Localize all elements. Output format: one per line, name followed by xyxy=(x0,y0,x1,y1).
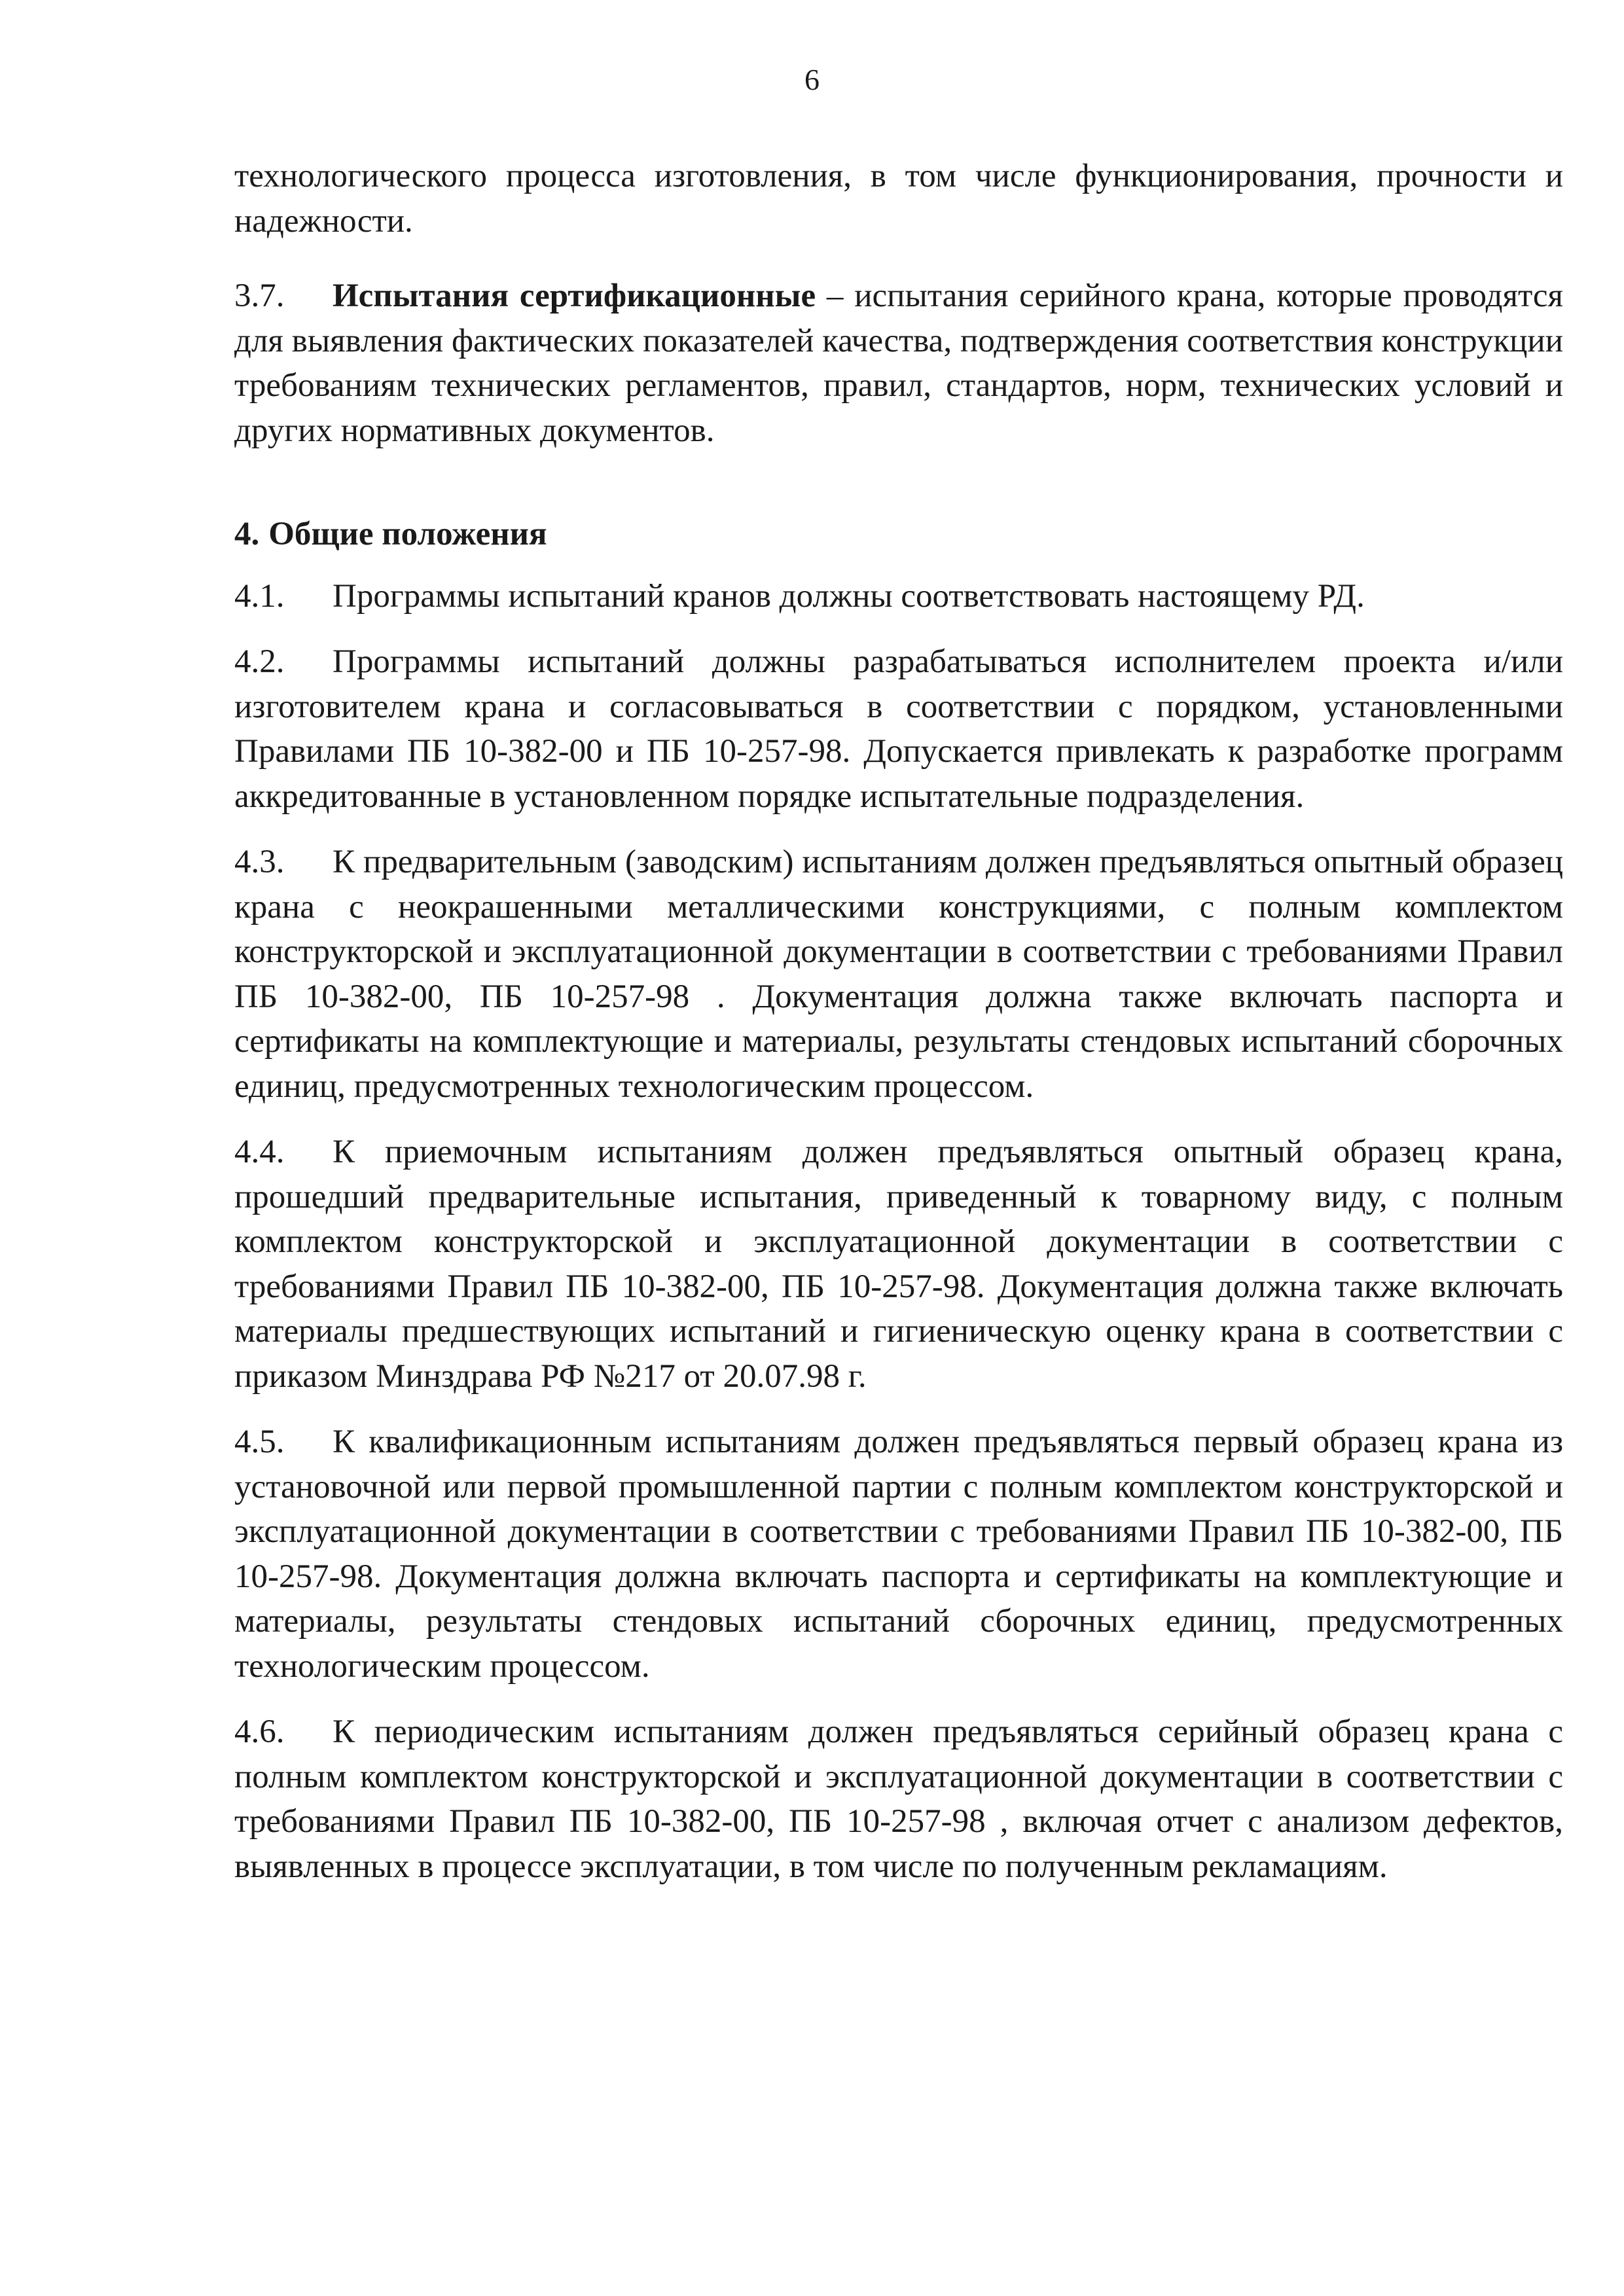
defined-term: Испытания сертификационные xyxy=(333,278,816,314)
clause-text: Программы испытаний должны разрабатываться исполнителем проекта и/или изготовителем крана и согласовываться в соответствии с порядком, установленными Правилами ПБ 10-382-00 и ПБ 10-257-98. Допускается привлекать к разработке программ аккредитованные в установленном порядке испытательные подразделения. xyxy=(234,643,1563,815)
clause-number: 4.4. xyxy=(234,1134,285,1170)
clause-4-3 xyxy=(234,840,1563,1109)
clause-number: 4.5. xyxy=(234,1424,285,1460)
clause-4-2 xyxy=(234,639,1563,819)
clause-text: Программы испытаний кранов должны соответствовать настоящему РД. xyxy=(333,577,1365,615)
clause-3-7 xyxy=(234,274,1563,453)
clause-number: 3.7. xyxy=(234,278,285,314)
clause-4-6 xyxy=(234,1710,1563,1889)
clause-number: 4.1. xyxy=(234,577,285,615)
clause-text: К предварительным (заводским) испытаниям должен предъявляться опытный образец крана с неокрашенными металлическими конструкциями, с полным комплектом конструкторской и эксплуатационной документации в соответствии с требованиями Правил ПБ 10-382-00, ПБ 10-257-98 . Документация должна также включать паспорта и сертификаты на комплектующие и материалы, результаты стендовых испытаний сборочных единиц, предусмотренных технологическим процессом. xyxy=(234,844,1563,1105)
section-heading xyxy=(234,512,1563,557)
section-heading-title: Общие положения xyxy=(268,516,547,552)
continuation-text: технологического процесса изготовления, в том числе функционирования, прочности и надежности. xyxy=(234,158,1563,240)
clause-number: 4.2. xyxy=(234,643,285,680)
clause-number: 4.3. xyxy=(234,844,285,880)
clause-text: – испытания серийного крана, которые проводятся для выявления фактических показателей качества, подтверждения соответствия конструкции требованиям технических регламентов, правил, стандартов, норм, технических условий и других нормативных документов. xyxy=(234,278,1563,449)
clause-number: 4.6. xyxy=(234,1713,285,1750)
clause-4-4 xyxy=(234,1130,1563,1399)
page-body xyxy=(234,154,1563,1889)
clause-text: К приемочным испытаниям должен предъявляться опытный образец крана, прошедший предварительные испытания, приведенный к товарному виду, с полным комплектом конструкторской и эксплуатационной документации в соответствии с требованиями Правил ПБ 10-382-00, ПБ 10-257-98. Документация должна также включать материалы предшествующих испытаний и гигиеническую оценку крана в соответствии с приказом Минздрава РФ №217 от 20.07.98 г. xyxy=(234,1134,1563,1395)
section-heading-number: 4. xyxy=(234,516,260,552)
clause-text: К квалификационным испытаниям должен предъявляться первый образец крана из установочной или первой промышленной партии с полным комплектом конструкторской и эксплуатационной документации в соответствии с требованиями Правил ПБ 10-382-00, ПБ 10-257-98. Документация должна включать паспорта и сертификаты на комплектующие и материалы, результаты стендовых испытаний сборочных единиц, предусмотренных технологическим процессом. xyxy=(234,1424,1563,1685)
page-number: 6 xyxy=(804,63,820,96)
clause-4-5 xyxy=(234,1420,1563,1689)
clause-4-1 xyxy=(234,574,1563,619)
continuation-paragraph xyxy=(234,154,1563,243)
clause-text: К периодическим испытаниям должен предъявляться серийный образец крана с полным комплектом конструкторской и эксплуатационной документации в соответствии с требованиями Правил ПБ 10-382-00, ПБ 10-257-98 , включая отчет с анализом дефектов, выявленных в процессе эксплуатации, в том числе по полученным рекламациям. xyxy=(234,1713,1563,1885)
